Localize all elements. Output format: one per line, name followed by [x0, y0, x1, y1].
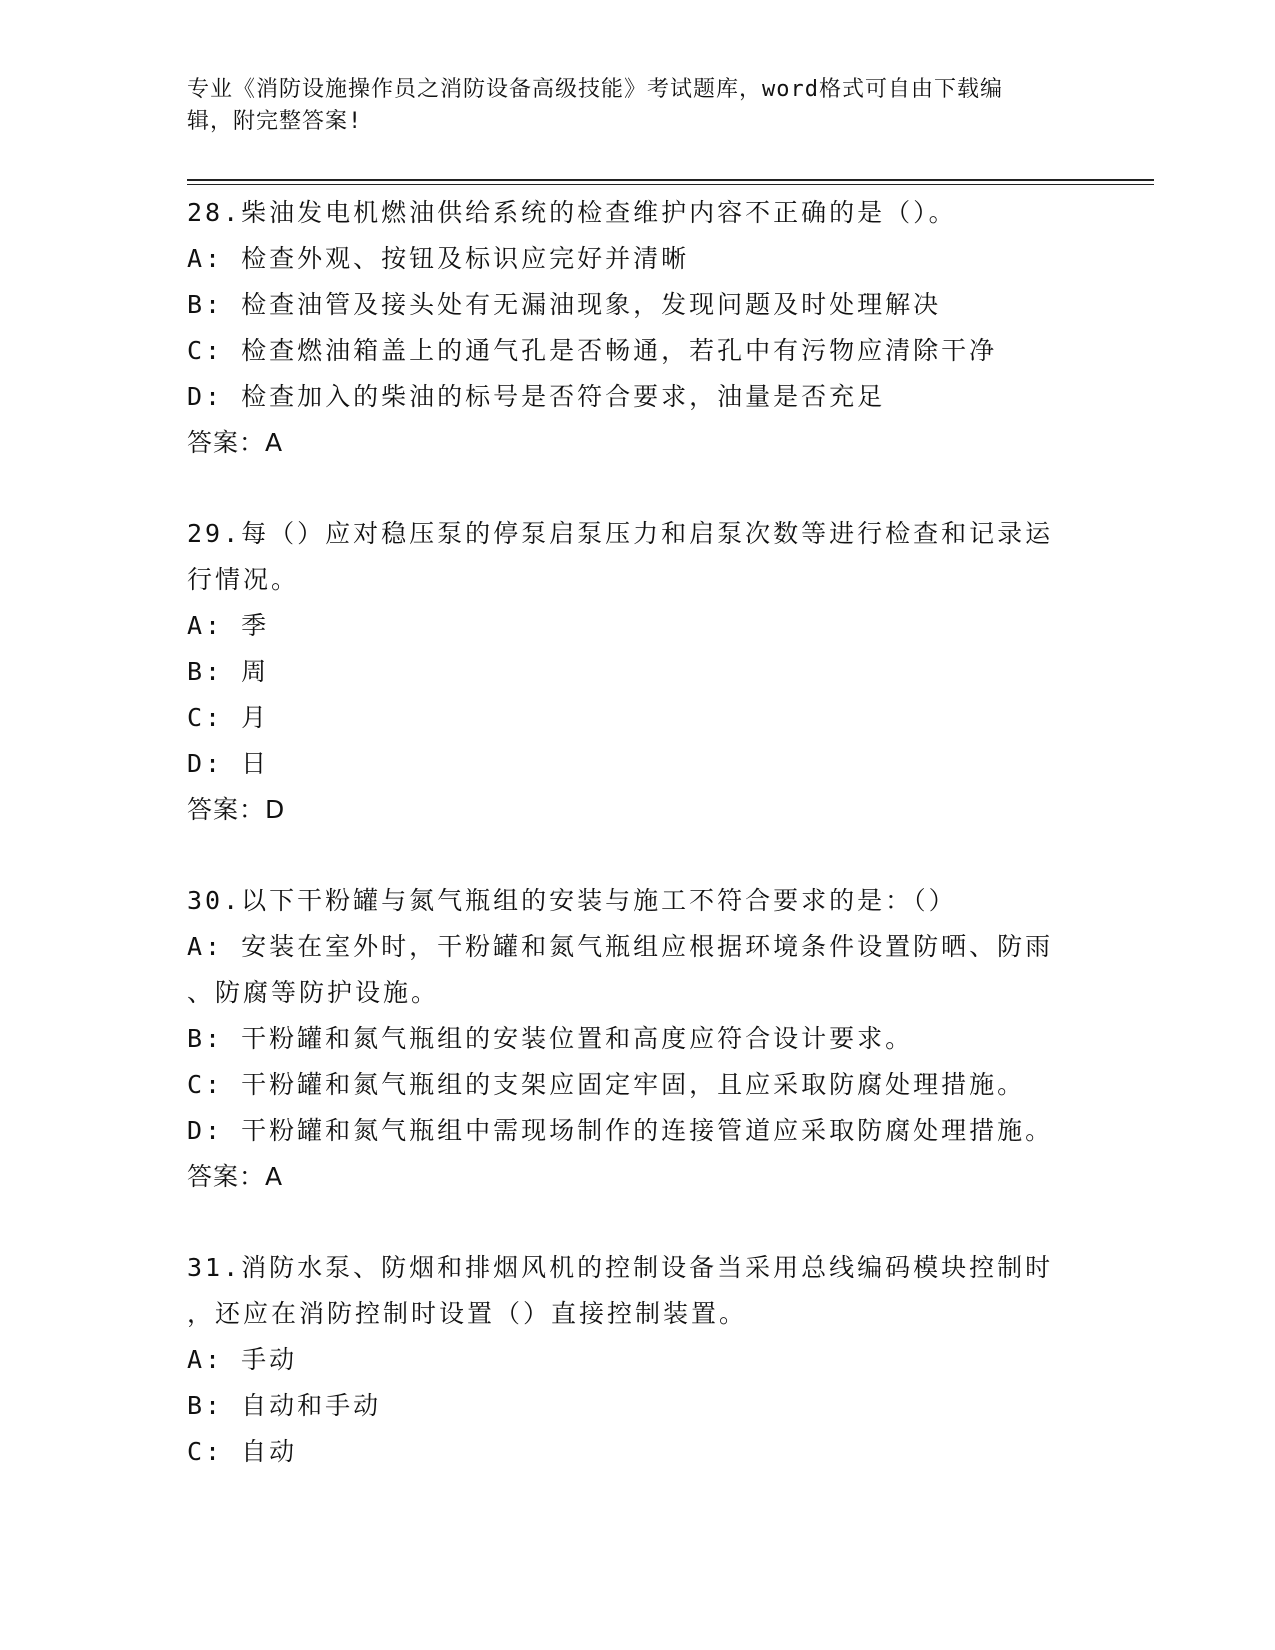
option-a-continued: 、防腐等防护设施。 — [187, 978, 440, 1007]
option-c: C: 自动 — [187, 1437, 298, 1466]
header-rule-thin — [187, 184, 1154, 185]
question-gap — [187, 833, 1087, 878]
question-stem-line: 行情况。 — [187, 565, 300, 594]
option-d: D: 日 — [187, 749, 270, 778]
question-list — [187, 190, 1087, 1475]
header-line-1: 专业《消防设施操作员之消防设备高级技能》考试题库，word格式可自由下载编 — [187, 77, 1003, 102]
question-28 — [187, 190, 1087, 466]
option-b: B: 干粉罐和氮气瓶组的安装位置和高度应符合设计要求。 — [187, 1024, 914, 1053]
option-b: B: 检查油管及接头处有无漏油现象，发现问题及时处理解决 — [187, 290, 942, 319]
question-30 — [187, 878, 1087, 1200]
option-a: A: 安装在室外时，干粉罐和氮气瓶组应根据环境条件设置防晒、防雨 — [187, 932, 1054, 961]
answer-line: 答案：D — [187, 795, 286, 824]
option-b: B: 自动和手动 — [187, 1391, 382, 1420]
answer-line: 答案：A — [187, 1162, 284, 1191]
answer-line: 答案：A — [187, 428, 284, 457]
option-a: A: 季 — [187, 611, 270, 640]
question-stem-line: ，还应在消防控制时设置（）直接控制装置。 — [187, 1299, 748, 1328]
option-c: C: 干粉罐和氮气瓶组的支架应固定牢固，且应采取防腐处理措施。 — [187, 1070, 1026, 1099]
question-stem-line: 29.每（）应对稳压泵的停泵启泵压力和启泵次数等进行检查和记录运 — [187, 519, 1054, 548]
option-a: A: 检查外观、按钮及标识应完好并清晰 — [187, 244, 690, 273]
option-d: D: 干粉罐和氮气瓶组中需现场制作的连接管道应采取防腐处理措施。 — [187, 1116, 1054, 1145]
question-stem-line: 31.消防水泵、防烟和排烟风机的控制设备当采用总线编码模块控制时 — [187, 1253, 1054, 1282]
option-a: A: 手动 — [187, 1345, 298, 1374]
option-d: D: 检查加入的柴油的标号是否符合要求，油量是否充足 — [187, 382, 886, 411]
question-gap — [187, 1200, 1087, 1245]
option-c: C: 月 — [187, 703, 270, 732]
header-rule-thick — [187, 179, 1154, 181]
option-c: C: 检查燃油箱盖上的通气孔是否畅通，若孔中有污物应清除干净 — [187, 336, 998, 365]
question-stem-line: 30.以下干粉罐与氮气瓶组的安装与施工不符合要求的是：（） — [187, 886, 957, 915]
document-header — [187, 74, 1087, 138]
question-gap — [187, 466, 1087, 511]
option-b: B: 周 — [187, 657, 270, 686]
question-31 — [187, 1245, 1087, 1475]
question-stem-line: 28.柴油发电机燃油供给系统的检查维护内容不正确的是（）。 — [187, 198, 957, 227]
header-line-2: 辑，附完整答案! — [187, 109, 363, 134]
question-29 — [187, 511, 1087, 833]
